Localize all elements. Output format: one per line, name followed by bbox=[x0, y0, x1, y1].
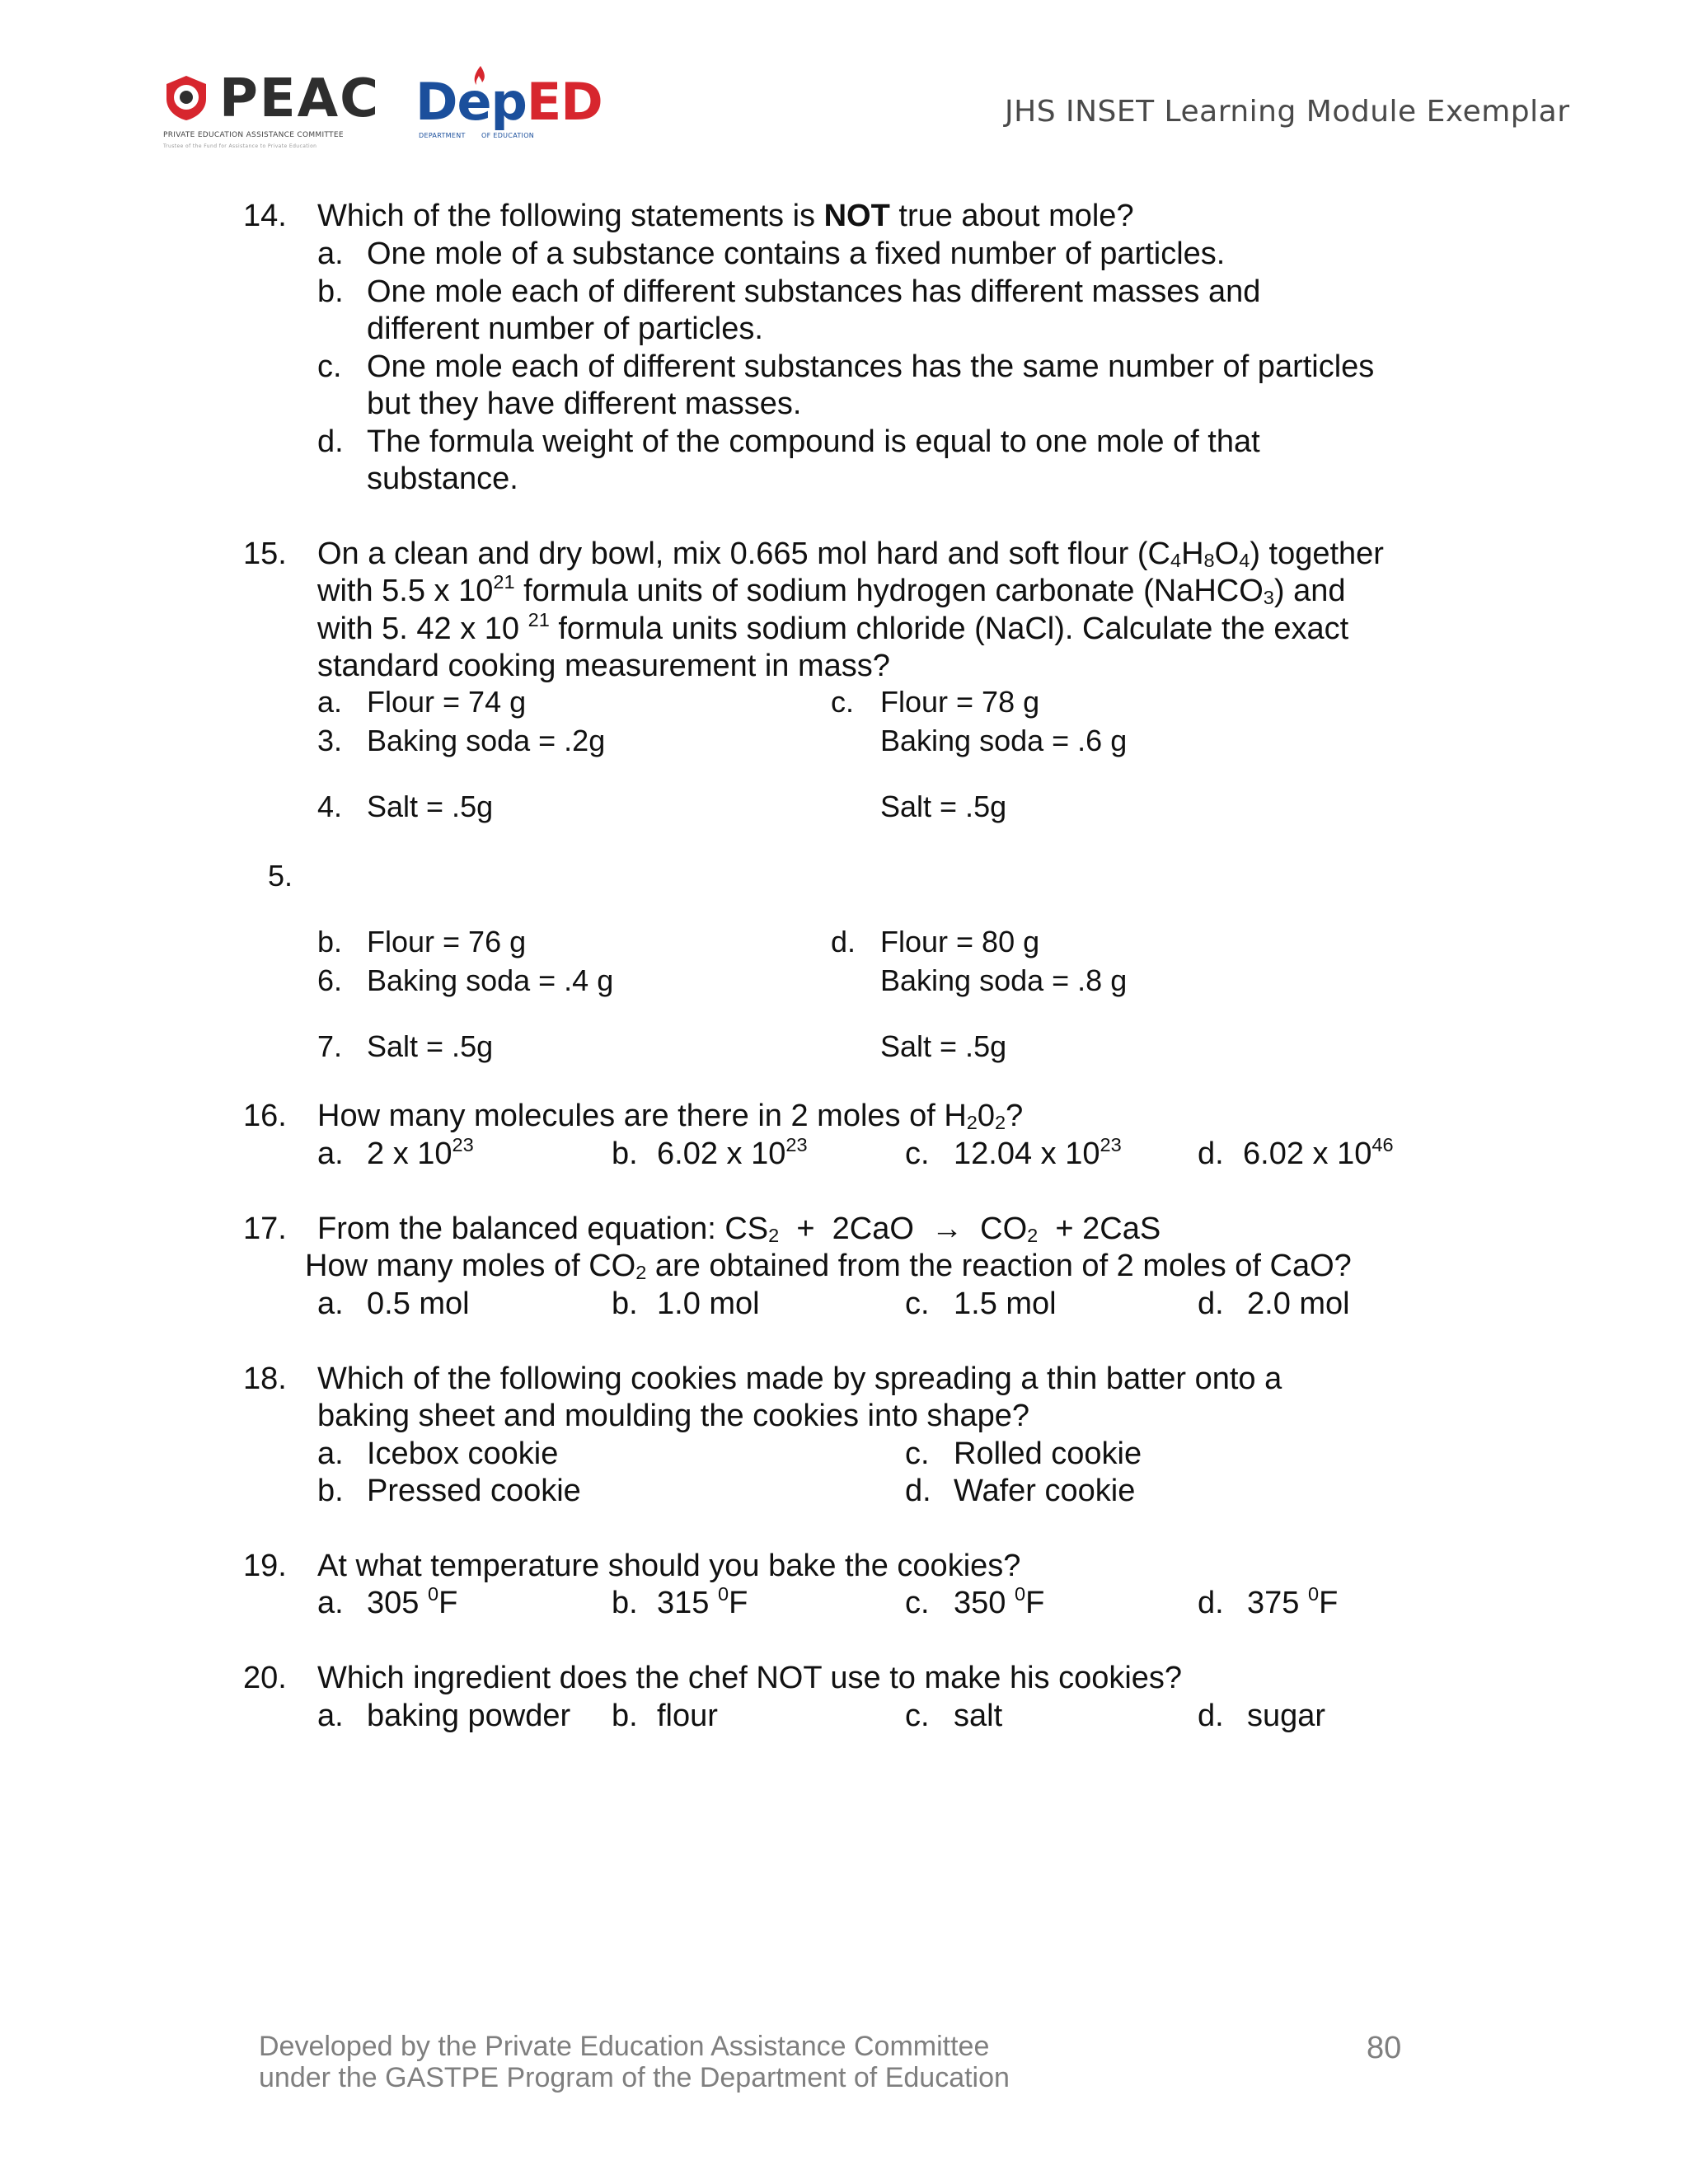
emphasis-not: NOT bbox=[823, 199, 890, 233]
option-letter: a. bbox=[317, 1586, 344, 1620]
option-a: 2 x $10^{23}$ bbox=[367, 1134, 474, 1171]
option-c-baking-soda: Baking soda = .6 g bbox=[880, 724, 1128, 757]
option-letter: d. bbox=[1198, 1137, 1224, 1171]
question-stem-line2: with 5.5 x $10^{21}$ formula units of sodium hydrogen carbonate (NaHCO$_3$) and bbox=[317, 571, 1346, 608]
list-number: 6. bbox=[317, 963, 343, 997]
deped-wordmark-dep: Dep bbox=[415, 72, 527, 132]
question-stem: Which of the following statements is NOT true about mole? bbox=[317, 199, 1134, 233]
option-b-baking-soda: Baking soda = .4 g bbox=[367, 963, 614, 997]
option-d: 375 $^0$F bbox=[1247, 1583, 1339, 1620]
option-b-line1: One mole each of different substances has different masses and bbox=[367, 274, 1261, 309]
option-a-salt: Salt = .5g bbox=[367, 790, 494, 823]
option-b-line2: different number of particles. bbox=[367, 312, 763, 346]
deped-wordmark-ed: ED bbox=[526, 72, 603, 132]
footer-line2: under the GASTPE Program of the Department of Education bbox=[259, 2062, 1010, 2093]
option-letter: b. bbox=[612, 1699, 638, 1733]
option-d: sugar bbox=[1247, 1699, 1326, 1733]
option-letter: d. bbox=[1198, 1699, 1224, 1733]
option-d-baking-soda: Baking soda = .8 g bbox=[880, 963, 1128, 997]
option-letter: c. bbox=[905, 1137, 930, 1171]
option-letter: d. bbox=[905, 1474, 931, 1508]
option-letter: a. bbox=[317, 1137, 344, 1171]
question-number: 14. bbox=[243, 199, 287, 233]
question-number: 16. bbox=[243, 1099, 287, 1133]
option-letter: a. bbox=[317, 685, 343, 719]
deped-subtitle-left: DEPARTMENT bbox=[419, 132, 466, 139]
option-c-flour: Flour = 78 g bbox=[880, 685, 1040, 719]
option-c: Rolled cookie bbox=[954, 1436, 1142, 1471]
option-letter: d. bbox=[831, 925, 856, 958]
question-number: 19. bbox=[243, 1549, 287, 1583]
option-letter: c. bbox=[831, 685, 855, 719]
option-a: 305 $^0$F bbox=[367, 1583, 458, 1620]
option-b: 6.02 x $10^{23}$ bbox=[657, 1134, 808, 1171]
question-stem-line4: standard cooking measurement in mass? bbox=[317, 649, 890, 683]
option-letter: d. bbox=[1198, 1586, 1224, 1620]
option-d-line2: substance. bbox=[367, 462, 518, 496]
option-b-salt: Salt = .5g bbox=[367, 1029, 494, 1063]
footer-line1: Developed by the Private Education Assistance Committee bbox=[259, 2031, 990, 2062]
question-stem: Which ingredient does the chef NOT use to make his cookies? bbox=[317, 1661, 1183, 1695]
question-stem-line2: baking sheet and moulding the cookies into shape? bbox=[317, 1399, 1030, 1433]
option-a: Icebox cookie bbox=[367, 1436, 559, 1471]
option-letter: c. bbox=[905, 1699, 930, 1733]
list-number: 4. bbox=[317, 790, 343, 823]
peac-shield-icon bbox=[162, 73, 211, 122]
question-stem-line1: On a clean and dry bowl, mix 0.665 mol hard and soft flour $(C_4H_8O_4)$ together bbox=[317, 537, 1384, 571]
option-c: 1.5 mol bbox=[954, 1286, 1057, 1321]
option-c: 12.04 x $10^{23}$ bbox=[954, 1134, 1122, 1171]
option-a: baking powder bbox=[367, 1699, 571, 1733]
option-c: 350 $^0$F bbox=[954, 1583, 1045, 1620]
option-b: 315 $^0$F bbox=[657, 1583, 748, 1620]
question-number: 15. bbox=[243, 537, 287, 571]
list-number: 3. bbox=[317, 724, 343, 757]
option-a: 0.5 mol bbox=[367, 1286, 470, 1321]
deped-torch-icon bbox=[471, 64, 490, 92]
peac-subtitle: PRIVATE EDUCATION ASSISTANCE COMMITTEE bbox=[163, 131, 344, 139]
option-a-baking-soda: Baking soda = .2g bbox=[367, 724, 606, 757]
question-stem-line3: with 5. 42 x 10 $^{21}$ formula units sodium chloride (NaCl). Calculate the exact bbox=[317, 609, 1349, 646]
option-d-salt: Salt = .5g bbox=[880, 1029, 1007, 1063]
option-d: Wafer cookie bbox=[954, 1474, 1136, 1508]
question-stem: How many moles of $CO_2$ are obtained from the reaction of 2 moles of CaO? bbox=[305, 1249, 1352, 1283]
option-c-salt: Salt = .5g bbox=[880, 790, 1007, 823]
option-b-flour: Flour = 76 g bbox=[367, 925, 527, 958]
option-letter: a. bbox=[317, 1699, 344, 1733]
peac-tagline: Trustee of the Fund for Assistance to Private Education bbox=[163, 143, 317, 149]
option-b: flour bbox=[657, 1699, 718, 1733]
option-b: 1.0 mol bbox=[657, 1286, 760, 1321]
option-letter: d. bbox=[1198, 1286, 1224, 1321]
peac-wordmark: PEAC bbox=[219, 68, 381, 129]
option-c-line2: but they have different masses. bbox=[367, 387, 802, 421]
option-d: 2.0 mol bbox=[1247, 1286, 1350, 1321]
option-letter: b. bbox=[612, 1137, 638, 1171]
list-number: 5. bbox=[268, 859, 293, 893]
option-letter: c. bbox=[905, 1586, 930, 1620]
option-d: 6.02 x $10^{46}$ bbox=[1243, 1134, 1394, 1171]
question-stem: At what temperature should you bake the cookies? bbox=[317, 1549, 1021, 1583]
option-letter: d. bbox=[317, 424, 344, 459]
question-stem: How many molecules are there in 2 moles of $H_20_2$? bbox=[317, 1099, 1024, 1133]
option-letter: c. bbox=[317, 349, 342, 384]
page-number: 80 bbox=[1367, 2031, 1402, 2065]
option-d-line1: The formula weight of the compound is equal to one mole of that bbox=[367, 424, 1260, 459]
option-b: Pressed cookie bbox=[367, 1474, 581, 1508]
question-stem-line1: Which of the following cookies made by spreading a thin batter onto a bbox=[317, 1361, 1282, 1396]
option-letter: b. bbox=[317, 274, 344, 309]
list-number: 7. bbox=[317, 1029, 343, 1063]
option-a: One mole of a substance contains a fixed number of particles. bbox=[367, 237, 1226, 271]
question-number: 20. bbox=[243, 1661, 287, 1695]
module-title: JHS INSET Learning Module Exemplar bbox=[1005, 95, 1570, 129]
option-letter: c. bbox=[905, 1286, 930, 1321]
option-letter: a. bbox=[317, 1286, 344, 1321]
option-c-line1: One mole each of different substances has the same number of particles bbox=[367, 349, 1375, 384]
balanced-equation: From the balanced equation: $CS_2 + 2CaO \to CO_2 + 2CaS$ bbox=[317, 1212, 1161, 1246]
option-letter: a. bbox=[317, 237, 344, 271]
option-letter: b. bbox=[612, 1286, 638, 1321]
option-letter: b. bbox=[317, 1474, 344, 1508]
question-number: 18. bbox=[243, 1361, 287, 1396]
option-c: salt bbox=[954, 1699, 1003, 1733]
option-letter: c. bbox=[905, 1436, 930, 1471]
option-d-flour: Flour = 80 g bbox=[880, 925, 1040, 958]
deped-subtitle-right: OF EDUCATION bbox=[481, 132, 535, 139]
option-letter: a. bbox=[317, 1436, 344, 1471]
question-number: 17. bbox=[243, 1212, 287, 1246]
option-a-flour: Flour = 74 g bbox=[367, 685, 527, 719]
option-letter: b. bbox=[612, 1586, 638, 1620]
option-letter: b. bbox=[317, 925, 343, 958]
